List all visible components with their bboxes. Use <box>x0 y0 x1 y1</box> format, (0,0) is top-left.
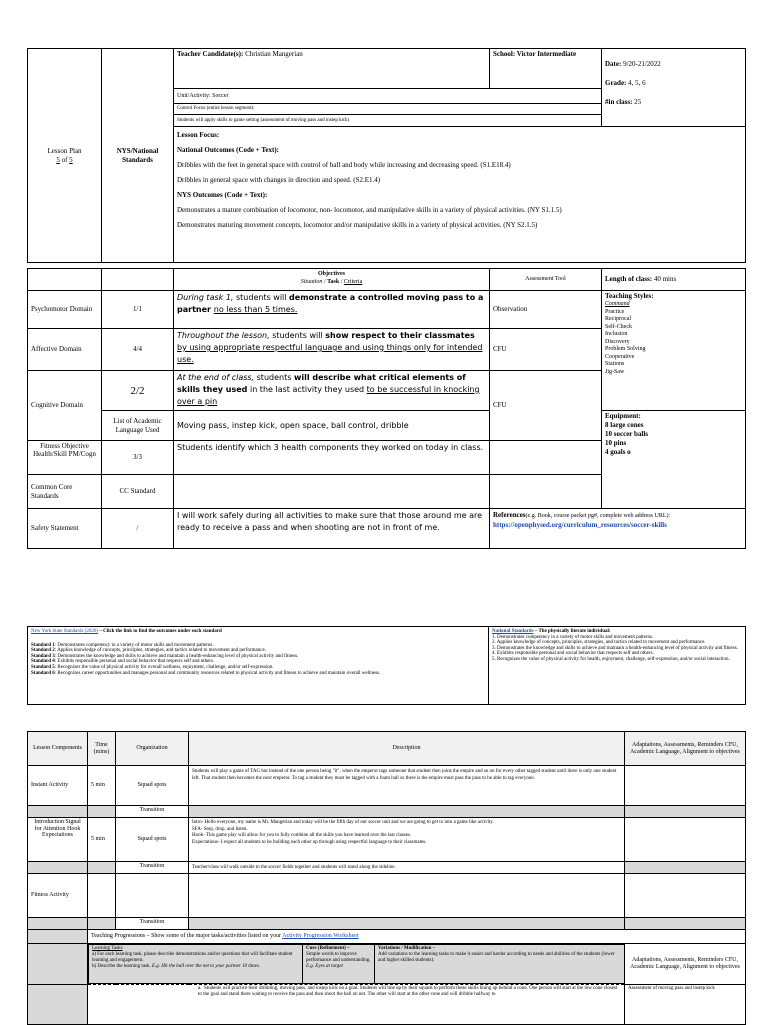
transition-2: Transition <box>116 862 189 874</box>
cognitive-tool: CFU <box>490 371 602 441</box>
learning-tasks-header: Learning Tasks a) For each learning task, please describe demonstrations and/or questions that will facilitate student learning and engagement. b) Describe the learning task. E.g. Hit the ball over the net to your partner 10 times. <box>89 945 303 984</box>
organization-header: Organization <box>116 732 189 766</box>
variations-header: Variations / Modification – Add variations to the learning tasks to make it easier and harder according to needs and abilities of the students (lower and higher skilled students). <box>375 945 625 984</box>
academic-language-label: List of Academic Language Used <box>102 411 174 441</box>
date-grade-class: Date: 9/20-21/2022 Grade: 4, 5, 6 #in class: 25 <box>602 49 746 127</box>
nys-outcomes-label: NYS Outcomes (Code + Text): <box>177 191 268 199</box>
description-header: Description <box>189 732 625 766</box>
psychomotor-tool: Observation <box>490 291 602 329</box>
lesson-focus <box>174 127 746 263</box>
intro-org: Squad spots <box>116 818 189 862</box>
cognitive-label: Cognitive Domain <box>28 371 102 441</box>
instant-activity-label: Instant Activity <box>28 766 88 806</box>
standards-label: NYS/National Standards <box>102 49 174 263</box>
components-header: Lesson Components <box>28 732 88 766</box>
school: School: Victor Intermediate <box>490 49 602 89</box>
time-header: Time (mins) <box>88 732 116 766</box>
references: References(e.g. Book, course packet pg#, complete web address URL): https://openphysed.org/curriculum_resources/soccer-skills <box>490 509 746 549</box>
intro-time: 5 min <box>88 818 116 862</box>
intro-description: Intro- Hello everyone, my name is Mr. Mangerian and today will be the fifth day of our soccer unit and we are going to get to into a game like activity. SFA- Stop, drop, and listen. Hook- This game play will allow for you to fully combine all the skills you have learned over the last classes. Expectations- I expect all students to be building each other up through using respectful language to their classmates. <box>189 818 625 862</box>
tasks-header-wrap <box>88 944 625 985</box>
psychomotor-num: 1/1 <box>102 291 174 329</box>
academic-language: Moving pass, instep kick, open space, ball control, dribble <box>174 411 490 441</box>
equipment: Equipment: 8 large cones 10 soccer balls 10 pins 4 goals o <box>602 411 746 509</box>
lesson-plan-number: Lesson Plan 5 of 5 <box>28 49 102 263</box>
fitness-objective-label: Fitness Objective Health/Skill PM/Cogn <box>28 441 102 475</box>
national-standards-link[interactable]: National Standards <box>492 629 534 634</box>
lesson-plan-header-table <box>27 48 746 263</box>
safety-num: / <box>102 509 174 549</box>
cc-standard: CC Standard <box>102 475 174 509</box>
affective-label: Affective Domain <box>28 329 102 371</box>
affective-objective: Throughout the lesson, students will show respect to their classmates by using appropriate respectful language and using things only for intended use. <box>174 329 490 371</box>
introduction-label: Introduction Signal for Attention Hook Expectations <box>28 818 88 862</box>
teaching-progressions: Teaching Progressions – Show some of the major tasks/activities listed on your Activity Progression Worksheet <box>88 930 746 944</box>
nys-outcome-1: Demonstrates a mature combination of locomotor, non- locomotor, and manipulative skills in a variety of physical activities. (NY S1.1.5) <box>177 206 562 214</box>
adaptations-header: Adaptations, Assessments, Reminders CFU, Academic Language, Alignment to objectives <box>625 732 746 766</box>
cognitive-objective: At the end of class, students will describe what critical elements of skills they used in the last activity they used to be successful in knocking over a pin <box>174 371 490 411</box>
instant-time: 5 min <box>88 766 116 806</box>
fitness-objective: Students identify which 3 health components they worked on today in class. <box>174 441 490 475</box>
affective-tool: CFU <box>490 329 602 371</box>
national-standards: National Standards – The physically literate individual: 1. Demonstrates competency in a variety of motor skills and movement patterns. 2. Applies knowledge of concepts, principles, strategies, and tactics related to movement and performance. 3. Demonstrates the knowledge and skills to achieve and maintain a health-enhancing level of physical activity and fitness. 4. Exhibits responsible personal and social behavior that respects self and others. 5. Recognizes the value of physical activity for health, enjoyment, challenge, self-expression, and/or social interaction. <box>489 627 746 705</box>
tasks-header-table <box>88 944 625 984</box>
psychomotor-objective: During task 1, students will demonstrate a controlled moving pass to a partner no less than 5 times. <box>174 291 490 329</box>
length-of-class: Length of class: 40 mins <box>602 269 746 291</box>
fitness-activity-label: Fitness Activity <box>28 874 88 918</box>
fitness-num: 3/3 <box>102 441 174 475</box>
nys-standards: New York State Standards (2020) – Click the link to find the outcomes under each standard Standard 1: Demonstrates competency in a variety of motor skills and movement patterns. Standard 2: Applies knowledge of concepts, principles, strategies, and tactics related to movement and performance. Standard 3: Demonstrates the knowledge and skills to achieve and maintain a health-enhancing level of physical activity and fitness. Standard 4: Exhibits responsible personal and social behavior that respects self and others. Standard 5: Recognizes the value of physical activity for overall wellness, enjoyment, challenge, and/or self-expression. Standard 6: Recognizes career opportunities and manages personal and community resources related to physical activity and fitness to achieve and maintain overall wellness. <box>28 627 489 705</box>
teaching-styles: Teaching Styles: Command Practice Reciprocal Self-Check Inclusion Discovery Problem Solving Cooperative Stations Jig-Saw <box>602 291 746 411</box>
assessment-tool-header: Assessment Tool <box>490 269 602 291</box>
nys-standards-link[interactable]: New York State Standards (2020) <box>31 629 99 634</box>
teacher-candidate: Teacher Candidate(s): Christian Mangerian <box>174 49 490 89</box>
cognitive-num: 2/2 <box>102 371 174 411</box>
adaptations-header-2: Adaptations, Assessments, Reminders CFU, Academic Language, Alignment to objectives <box>625 944 746 985</box>
transition-3: Transition <box>116 918 189 930</box>
lesson-components-table <box>27 731 746 1025</box>
instant-description: Students will play a game of TAG but instead of the one person being "it", when the emperor tags someone that student then joins the empire and so on for every other tagged student until there is only one student left. That student then becomes the next emperor. To tag a student they must be tagged with a foam ball so there is the empire must pass the pass to be able to tag everyone. <box>189 766 625 806</box>
common-core-label: Common Core Standards <box>28 475 102 509</box>
lesson-focus-label: Lesson Focus: <box>177 131 220 139</box>
safety-statement: I will work safely during all activities to make sure that those around me are ready to receive a pass and when shooting are not in front of me. <box>174 509 490 549</box>
nys-outcome-2: Demonstrates maturing movement concepts, locomotor and/or manipulative skills in a variety of physical activities. (NY S2.1.5) <box>177 221 538 229</box>
instant-org: Squad spots <box>116 766 189 806</box>
national-outcome-1: Dribbles with the feet in general space with control of ball and body while increasing and decreasing speed. (S1.E18.4) <box>177 161 511 169</box>
objectives-header: Objectives Situation / Task / Criteria <box>174 269 490 291</box>
control-focus-label: Control Focus (entire lesson segment): <box>174 104 602 115</box>
safety-label: Safety Statement <box>28 509 102 549</box>
affective-num: 4/4 <box>102 329 174 371</box>
task-a: a. Students will practice their dribbling, moving pass, and instep kick on a goal. Students will line up by their squads to perform these skills lining up behind a cone. One person will start at the low cone closest to the goal and stand there waiting to receive the pass and then shoot the ball on net. The other will start at the other cone and will dribble halfway to <box>88 985 625 1025</box>
cues-header: Cues (Refinement) – Simple words to improve performance and understanding. E.g. Eyes at target <box>303 945 375 984</box>
national-outcome-2: Dribbles in general space with changes in direction and speed. (S2.E1.4) <box>177 176 381 184</box>
control-focus-text: Students will apply skills to game setting (assessment of moving pass and instep kick) <box>174 115 602 127</box>
unit-activity: Unit/Activity: Soccer <box>174 89 602 104</box>
progression-worksheet-link[interactable]: Activity Progression Worksheet <box>282 933 359 939</box>
objectives-table <box>27 268 746 549</box>
references-link[interactable]: https://openphysed.org/curriculum_resources/soccer-skills <box>493 521 667 529</box>
national-outcomes-label: National Outcomes (Code + Text): <box>177 146 279 154</box>
standards-table <box>27 626 746 705</box>
psychomotor-label: Psychomotor Domain <box>28 291 102 329</box>
task-a-adaptation: Assessment of moving pass and instep kick <box>625 985 746 1025</box>
transition-2-text: Teacher/class will walk outside to the soccer fields together and students will stand along the sideline. <box>189 862 625 874</box>
transition-1: Transition <box>116 806 189 818</box>
